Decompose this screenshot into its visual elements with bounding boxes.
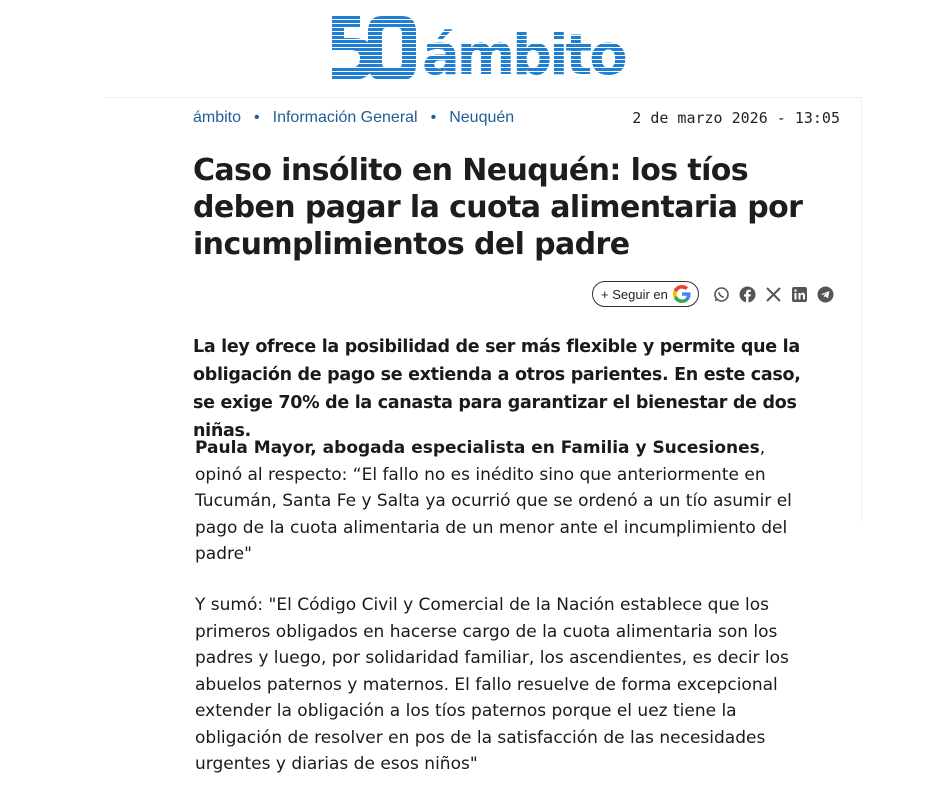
linkedin-icon[interactable] (791, 286, 808, 303)
x-icon[interactable] (765, 286, 782, 303)
ambito-50-logo[interactable] (330, 12, 625, 88)
google-icon (673, 285, 691, 303)
logo-graphic (330, 12, 625, 88)
whatsapp-icon[interactable] (713, 286, 730, 303)
publish-date: 2 de marzo 2026 - 13:05 (632, 109, 840, 127)
article-paragraph-1 (195, 435, 815, 568)
article-paragraph-2: Y sumó: "El Código Civil y Comercial de la Nación establece que los primeros obligados en hacerse cargo de la cuota alimentaria son los padres y luego, por solidaridad familiar, los ascendientes, es decir los abuelos paternos y maternos. El fallo resuelve de forma excepcional extender la obligación a los tíos paternos porque el uez tiene la obligación de resolver en pos de la satisfacción de las necesidades urgentes y diarias de esos niños" (195, 595, 789, 774)
breadcrumb-item-informacion-general[interactable]: Información General (272, 109, 418, 126)
breadcrumb-item-neuquen[interactable]: Neuquén (449, 109, 515, 126)
breadcrumb (193, 109, 514, 127)
article-lead: La ley ofrece la posibilidad de ser más flexible y permite que la obligación de pago se extienda a otros parientes. En este caso, se exige 70% de la canasta para garantizar el bienestar de dos niñas. (193, 337, 801, 441)
telegram-icon[interactable] (817, 286, 834, 303)
logo-wordmark: ámbito (422, 23, 625, 88)
article-title: Caso insólito en Neuquén: los tíos deben pagar la cuota alimentaria por incumplimientos del padre (193, 153, 803, 262)
follow-google-button[interactable] (592, 281, 699, 307)
breadcrumb-separator: • (430, 109, 437, 126)
share-bar (592, 280, 834, 308)
facebook-icon[interactable] (739, 286, 756, 303)
breadcrumb-item-ambito[interactable]: ámbito (193, 109, 242, 126)
breadcrumb-separator: • (254, 109, 260, 126)
paragraph-1-text: , opinó al respecto: “El fallo no es inédito sino que anteriormente en Tucumán, Santa Fe y Salta ya ocurrió que se ordenó a un tío asumir el pago de la cuota alimentaria de un menor ante el incumplimiento del padre" (195, 438, 792, 564)
follow-label: + Seguir en (601, 286, 668, 302)
quoted-source: Paula Mayor, abogada especialista en Familia y Sucesiones (195, 438, 760, 458)
